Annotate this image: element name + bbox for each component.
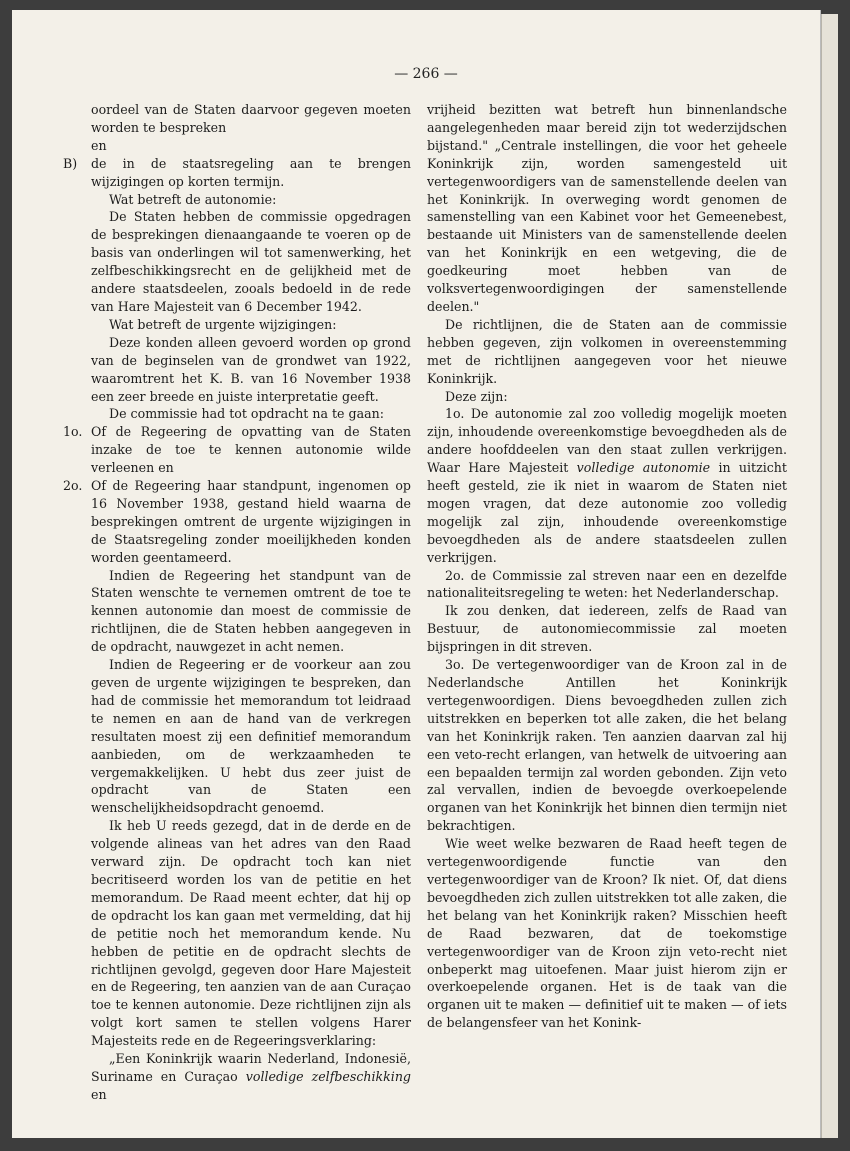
paragraph: Wat betreft de urgente wijzigingen: <box>109 316 337 332</box>
text-run: „Een Koninkrijk waarin Nederland, Indonesië, Suriname en Curaçao <box>91 1051 411 1084</box>
paragraph: Wie weet welke bezwaren de Raad heeft tegen de vertegenwoordigende functie van den vertegenwoordiger van de Kroon? Ik niet. Of, dat diens bevoegdheden zich zullen uitstrekken tot alle zaken, die het belang van het Koninkrijk raken? Misschien heeft de Raad bezwaren, dat de toekomstige vertegenwoordiger van de Kroon zijn veto-recht niet onbeperkt mag uitoefenen. Maar juist hierom zijn er overkoepelende organen. Het is de taak van die organen uit te maken — definitief uit te maken — of iets de belangensfeer van het Konink- <box>427 836 787 1031</box>
left-column <box>63 101 411 1104</box>
paragraph <box>91 1050 411 1104</box>
paragraph <box>427 405 787 566</box>
list-text: Of de Regeering haar standpunt, ingenomen op 16 November 1938, gestand hield waarna de besprekingen omtrent de urgente wijzigingen in de Staatsregeling zonder moeilijkheden konden worden geentameerd. <box>91 478 411 565</box>
paragraph: Wat betreft de autonomie: <box>109 191 277 207</box>
emphasis-text: volledige autonomie <box>576 460 711 476</box>
emphasis-text: volledige zelfbeschikking <box>245 1068 411 1084</box>
paragraph: Ik zou denken, dat iedereen, zelfs de Raad van Bestuur, de autonomiecommissie zal moeten bijspringen in dit streven. <box>427 603 787 655</box>
paragraph: 2o. de Commissie zal streven naar een en dezelfde nationaliteitsregeling te weten: het Nederlanderschap. <box>427 567 787 601</box>
text-run: 1o. De autonomie zal zoo volledig mogelijk moeten zijn, inhoudende overeenkomstige bevoegdheden als de andere hoofddeelen van den staat zullen verkrijgen. Waar Hare Majesteit <box>427 406 787 476</box>
list-label: 2o. <box>63 478 83 494</box>
list-text: de in de staatsregeling aan te brengen wijzigingen op korten termijn. <box>91 155 411 189</box>
paragraph: en <box>91 137 107 153</box>
list-item-1 <box>63 423 411 477</box>
paragraph: vrijheid bezitten wat betreft hun binnenlandsche aangelegenheden maar bereid zijn tot wederzijdschen bijstand." „Centrale instellingen, die voor het geheele Koninkrijk zijn, worden samengesteld uit vertegenwoordigers van de samenstellende deelen van het Koninkrijk. In overweging wordt genomen de samenstelling van een Kabinet voor het Gemeenebest, bestaande uit Ministers van de samenstellende deelen van het Koninkrijk en een wetgeving, die de goedkeuring moet hebben van de volksvertegenwoordigingen der samenstellende deelen." <box>427 102 787 314</box>
paragraph: Deze zijn: <box>445 388 508 404</box>
paragraph: Indien de Regeering er de voorkeur aan zou geven de urgente wijzigingen te bespreken, dan had de commissie het memorandum tot leidraad te nemen en aan de hand van de verkregen resultaten moest zij een definitief memorandum aanbieden, om de werkzaamheden te vergemakkelijken. U hebt dus zeer juist de opdracht van de Staten een wenschelijkheidsopdracht genoemd. <box>91 657 411 816</box>
page-number: — 266 — <box>394 66 458 82</box>
paragraph: Deze konden alleen gevoerd worden op grond van de beginselen van de grondwet van 1922, waaromtrent het K. B. van 16 November 1938 een zeer breede en juiste interpretatie geeft. <box>91 334 411 404</box>
list-text: Of de Regeering de opvatting van de Staten inzake de toe te kennen autonomie wilde verleenen en <box>91 424 411 476</box>
text-run: in uitzicht heeft gesteld, zie ik niet in waarom de Staten niet mogen vragen, dat deze autonomie zoo volledig mogelijk zal zijn, inhoudende overeenkomstige bevoegdheden als de andere staatsdeelen zullen verkrijgen. <box>427 460 787 565</box>
paragraph: Indien de Regeering het standpunt van de Staten wenschte te vernemen omtrent de toe te kennen autonomie dan moest de commissie de richtlijnen, die de Staten hebben aangegeven in de opdracht, nauwgezet in acht nemen. <box>91 567 411 655</box>
text-run: en <box>91 1086 107 1102</box>
list-label: 1o. <box>63 424 83 440</box>
right-column <box>427 101 787 1032</box>
paragraph: De Staten hebben de commissie opgedragen de besprekingen dienaangaande te voeren op de basis van onderlingen wil tot samenwerking, het zelfbeschikkingsrecht en de gelijkheid met de andere staatsdeelen, zooals bedoeld in de rede van Hare Majesteit van 6 December 1942. <box>91 209 411 314</box>
list-label: B) <box>63 155 78 171</box>
paragraph: Ik heb U reeds gezegd, dat in de derde en de volgende alineas van het adres van den Raad verward zijn. De opdracht toch kan niet becritiseerd worden los van de petitie en het memorandum. De Raad meent echter, dat hij op de opdracht los kan gaan met vermelding, dat hij de petitie noch het memorandum kende. Nu hebben de petitie en de opdracht slechts de richtlijnen gevolgd, gegeven door Hare Majesteit en de Regeering, ten aanzien van de aan Curaçao toe te kennen autonomie. Deze richtlijnen zijn als volgt kort samen te stellen volgens Harer Majesteits rede en de Regeeringsverklaring: <box>91 818 411 1049</box>
list-item-2 <box>63 477 411 567</box>
next-page-edge <box>821 14 838 1138</box>
paragraph: De commissie had tot opdracht na te gaan: <box>109 406 384 422</box>
paragraph: 3o. De vertegenwoordiger van de Kroon zal in de Nederlandsche Antillen het Koninkrijk vertegenwoordigen. Diens bevoegdheden zullen zich uitstrekken en beperken tot alle zaken, die het belang van het Koninkrijk raken. Ten aanzien daarvan zal hij een veto-recht erlangen, van hetwelk de uitvoering aan een bepaalden termijn zal worden gebonden. Zijn veto zal vervallen, indien de bevoegde overkoepelende organen van het Koninkrijk het binnen dien termijn niet bekrachtigen. <box>427 657 787 834</box>
list-item-b <box>63 155 411 191</box>
paragraph: De richtlijnen, die de Staten aan de commissie hebben gegeven, zijn volkomen in overeenstemming met de richtlijnen aangegeven voor het nieuwe Koninkrijk. <box>427 316 787 386</box>
paragraph: oordeel van de Staten daarvoor gegeven moeten worden te bespreken <box>91 102 411 135</box>
